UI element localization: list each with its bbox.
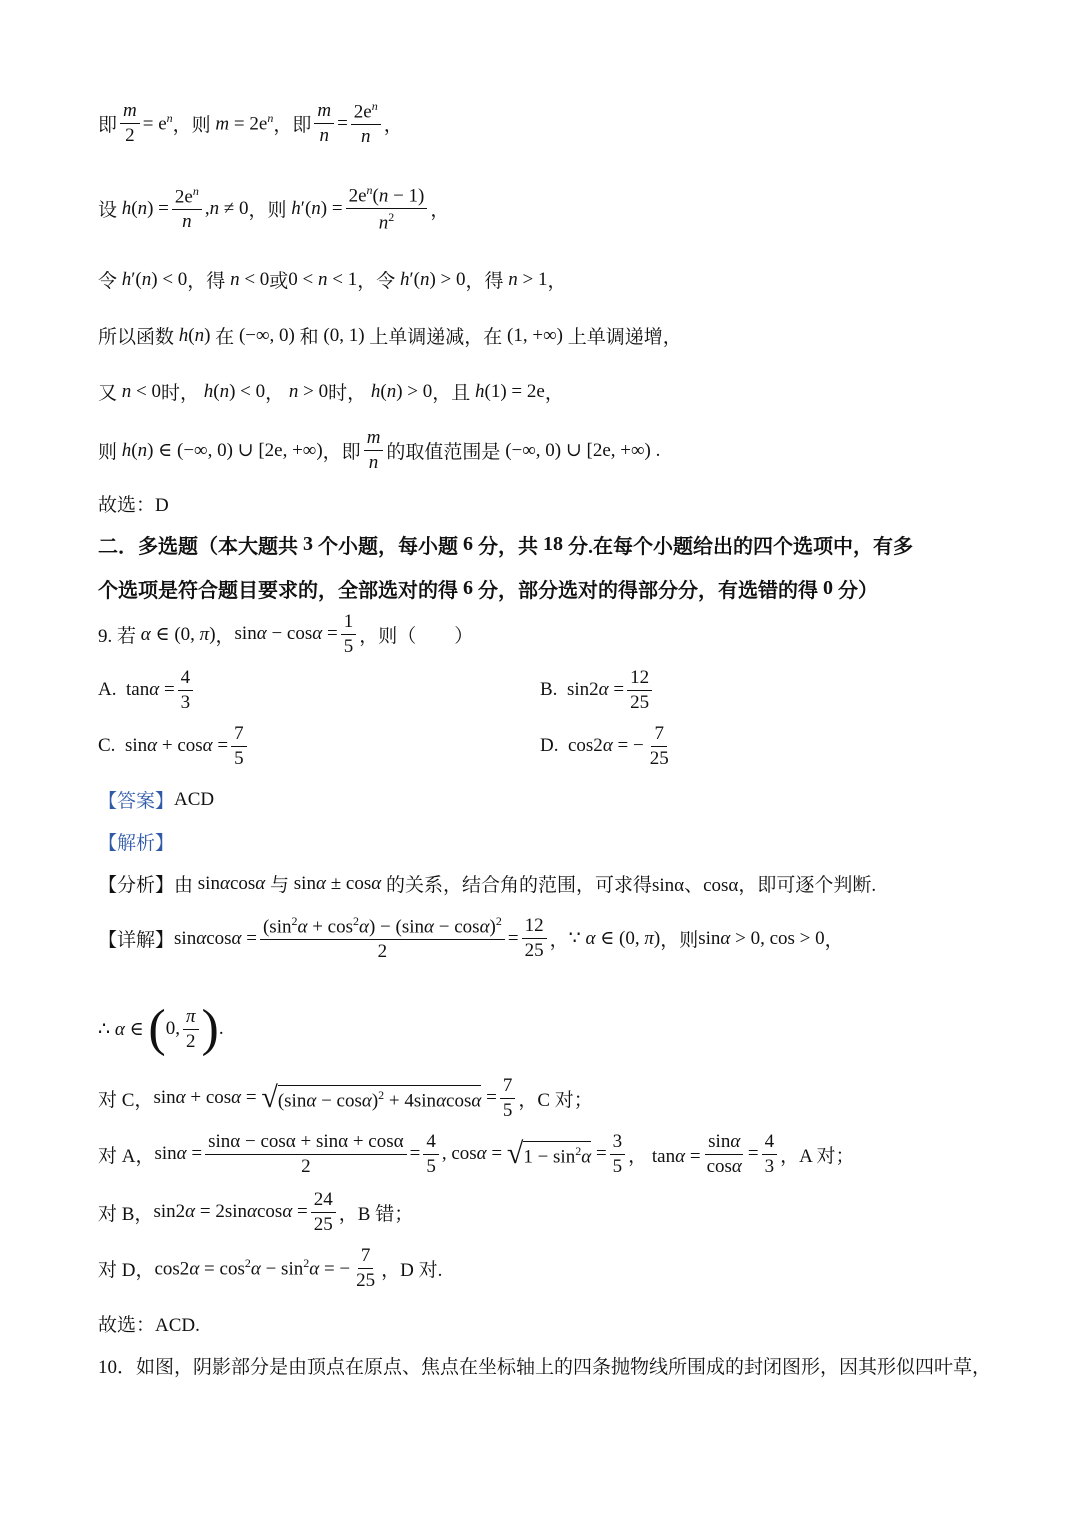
answer-value: ACD (174, 788, 215, 810)
option-b: B. sin2α = $\frac{12}{25}$ (540, 668, 655, 713)
line-derivative-sign: 令 h′(n) < 0 ，得 n < 0 或 0 < n < 1 ，令 h′(n) > 0 ，得 n > 1 ， (98, 268, 567, 292)
final-choice: 故选：ACD. (98, 1315, 200, 1336)
option-c: C. sinα + cosα = $\frac{7}{5}$ (98, 724, 250, 769)
line-define-h: 设 h(n) = $\frac{2e^n}{n}$ ,n ≠ 0 ，则 h′(n) = $\frac{2e^n(n - 1)}{n^2}$ ， (98, 183, 450, 234)
check-b: 对 B， sin2α = 2sinαcosα = $\frac{24}{25}$ ，B 错； (98, 1189, 414, 1235)
detail-line: 【详解】 sinαcosα = $\frac{(\sin^2\alpha + \cos^2\alpha) - (\sin\alpha - \cos\alpha)^2}{2}$ = $\frac{12}{25}$ ， ∵ α ∈ (0, π) ，则 sinα > 0, cos > 0 ， (98, 914, 844, 963)
answer-tag: 【答案】 (98, 791, 175, 812)
check-a: 对 A， sinα = $\frac{\sin\alpha - \cos\alpha + \sin\alpha + \cos\alpha}{2}$ = $\frac{4}{5}$ , cosα = √ $1 - \sin^2\alpha$ = $\frac{3}{5}$ ， tanα = $\frac{\sin\alpha}{\cos\alpha}$ = $\frac{4}{3}$ ，A 对； (98, 1131, 855, 1177)
line-sign-cases: 又 n < 0 时， h(n) < 0 ， n > 0 时， h(n) > 0 ，且 h(1) = 2e ， (98, 380, 564, 404)
line-monotonicity: 所以函数 h(n) 在 (−∞, 0) 和 (0, 1) 上单调递减，在 (1, +∞) 上单调递增， (98, 324, 682, 348)
check-c: 对 C， sinα + cosα = √ $(\sin\alpha - \cos\alpha)^2 + 4\sin\alpha\cos\alpha$ = $\frac{7}{5}$ ，C 对； (98, 1075, 593, 1121)
question-9: 9. 若 α ∈ (0, π) ， sinα − cosα = $\frac{1}{5}$ ，则（ ） (98, 611, 474, 657)
analysis-line: 【分析】 由 sinαcosα 与 sinα ± cosα 的关系，结合角的范围，可求得 sinα、cosα ，即可逐个判断. (98, 872, 877, 896)
section-heading-line-2: 个选项是符合题目要求的，全部选对的得 6 分，部分选对的得部分分，有选错的得 0 分） (98, 577, 878, 602)
option-d: D. cos2α = − $\frac{7}{25}$ (540, 723, 669, 769)
therefore-line: ∴ α ∈ ( 0, $\frac{\pi}{2}$ ) . (98, 1000, 224, 1057)
line-range: 则 h(n) ∈ (−∞, 0) ∪ [2e, +∞) ，即 $\frac{m}{n}$ 的取值范围是 (−∞, 0) ∪ [2e, +∞) . (98, 427, 661, 473)
question-10: 10．如图，阴影部分是由顶点在原点、焦点在坐标轴上的四条抛物线所围成的封闭图形，因其形似四叶草， (98, 1357, 992, 1378)
check-d: 对 D， $\cos 2\alpha = \cos^2\alpha - \sin^2\alpha$ = − $\frac{7}{25}$ ，D 对. (98, 1245, 443, 1291)
choice-line: 故选：D (98, 495, 169, 516)
analysis-tag: 【解析】 (98, 833, 175, 854)
line-m-over-2: 即 $\frac{m}{2}$ = $e^n$ ，则 $m = 2e^n$ ，即 $\frac{m}{n}$ = $\frac{2e^n}{n}$ ， (98, 99, 403, 148)
option-a: A. tanα = $\frac{4}{3}$ (98, 668, 196, 713)
section-heading-line-1: 二．多选题（本大题共 3 个小题，每小题 6 分，共 18 分.在每个小题给出的四个选项中，有多 (98, 533, 913, 558)
answer-line (98, 786, 214, 813)
